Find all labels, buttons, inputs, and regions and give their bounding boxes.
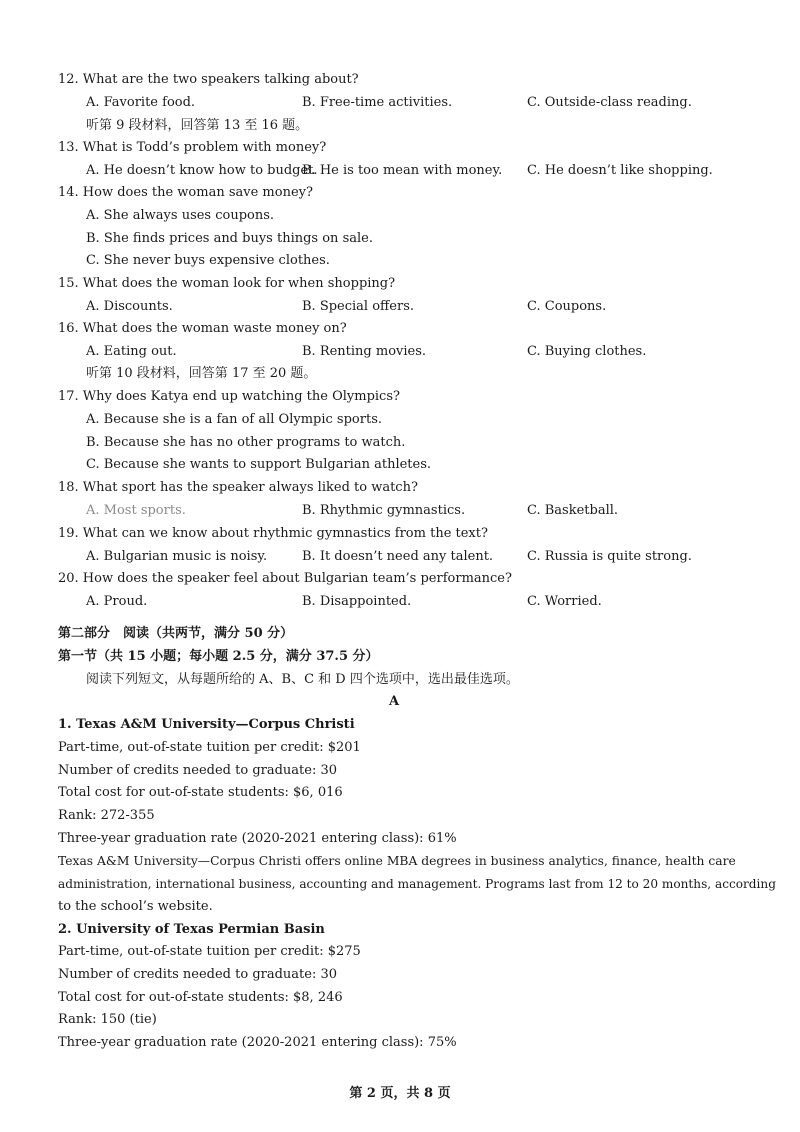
question-12-option-b: B. Free-time activities. xyxy=(302,95,453,110)
question-18-option-b: B. Rhythmic gymnastics. xyxy=(302,503,466,518)
school-2-credits: Number of credits needed to graduate: 30 xyxy=(58,967,338,982)
school-1-tuition: Part-time, out-of-state tuition per credit: $201 xyxy=(58,740,361,755)
question-13-stem: 13. What is Todd’s problem with money? xyxy=(58,140,327,155)
listening-instruction-10: 听第 10 段材料，回答第 17 至 20 题。 xyxy=(86,366,317,381)
question-19-stem: 19. What can we know about rhythmic gymnastics from the text? xyxy=(58,526,488,541)
question-17-option-b: B. Because she has no other programs to watch. xyxy=(86,435,406,450)
school-1-rank: Rank: 272-355 xyxy=(58,808,155,823)
question-15-option-a: A. Discounts. xyxy=(86,299,173,314)
question-20-option-b: B. Disappointed. xyxy=(302,594,412,609)
question-18-option-a: A. Most sports. xyxy=(86,503,186,518)
question-17-option-a: A. Because she is a fan of all Olympic sports. xyxy=(86,412,382,427)
question-14-stem: 14. How does the woman save money? xyxy=(58,185,313,200)
part-two-heading: 第二部分 阅读（共两节，满分 50 分） xyxy=(58,626,294,641)
question-16-option-c: C. Buying clothes. xyxy=(527,344,647,359)
question-14-option-b: B. She finds prices and buys things on sale. xyxy=(86,231,373,246)
question-16-option-b: B. Renting movies. xyxy=(302,344,427,359)
passage-label: A xyxy=(389,694,400,709)
page-footer: 第 2 页，共 8 页 xyxy=(349,1086,451,1101)
question-16-stem: 16. What does the woman waste money on? xyxy=(58,321,347,336)
question-12-stem: 12. What are the two speakers talking about? xyxy=(58,72,359,87)
question-14-option-a: A. She always uses coupons. xyxy=(86,208,275,223)
question-17-option-c: C. Because she wants to support Bulgarian athletes. xyxy=(86,457,432,472)
school-1-description-line-2: administration, international business, accounting and management. Programs last from 12 to 20 months, according xyxy=(58,877,776,891)
question-14-option-c: C. She never buys expensive clothes. xyxy=(86,253,330,268)
reading-instruction: 阅读下列短文，从每题所给的 A、B、C 和 D 四个选项中，选出最佳选项。 xyxy=(86,672,519,687)
school-2-graduation-rate: Three-year graduation rate (2020-2021 entering class): 75% xyxy=(58,1035,457,1050)
question-13-option-c: C. He doesn’t like shopping. xyxy=(527,163,713,178)
school-2-title: 2. University of Texas Permian Basin xyxy=(58,922,325,937)
school-1-title: 1. Texas A&M University—Corpus Christi xyxy=(58,717,355,732)
school-1-total-cost: Total cost for out-of-state students: $6, 016 xyxy=(58,785,343,800)
question-13-option-b: B. He is too mean with money. xyxy=(302,163,503,178)
question-19-option-a: A. Bulgarian music is noisy. xyxy=(86,549,268,564)
question-13-option-a: A. He doesn’t know how to budget. xyxy=(86,163,318,178)
section-one-heading: 第一节（共 15 小题；每小题 2.5 分，满分 37.5 分） xyxy=(58,649,379,664)
school-2-tuition: Part-time, out-of-state tuition per credit: $275 xyxy=(58,944,361,959)
question-20-option-c: C. Worried. xyxy=(527,594,602,609)
question-15-option-c: C. Coupons. xyxy=(527,299,607,314)
question-15-stem: 15. What does the woman look for when shopping? xyxy=(58,276,396,291)
school-2-rank: Rank: 150 (tie) xyxy=(58,1012,157,1027)
question-18-stem: 18. What sport has the speaker always liked to watch? xyxy=(58,480,418,495)
listening-instruction-9: 听第 9 段材料，回答第 13 至 16 题。 xyxy=(86,118,309,133)
school-1-description-line-3: to the school’s website. xyxy=(58,899,213,914)
question-12-option-a: A. Favorite food. xyxy=(86,95,196,110)
question-20-option-a: A. Proud. xyxy=(86,594,148,609)
question-12-option-c: C. Outside-class reading. xyxy=(527,95,692,110)
school-2-total-cost: Total cost for out-of-state students: $8, 246 xyxy=(58,990,343,1005)
question-20-stem: 20. How does the speaker feel about Bulgarian team’s performance? xyxy=(58,571,512,586)
question-15-option-b: B. Special offers. xyxy=(302,299,414,314)
question-19-option-c: C. Russia is quite strong. xyxy=(527,549,692,564)
school-1-graduation-rate: Three-year graduation rate (2020-2021 entering class): 61% xyxy=(58,831,457,846)
question-16-option-a: A. Eating out. xyxy=(86,344,177,359)
question-19-option-b: B. It doesn’t need any talent. xyxy=(302,549,494,564)
school-1-credits: Number of credits needed to graduate: 30 xyxy=(58,763,338,778)
question-18-option-c: C. Basketball. xyxy=(527,503,619,518)
question-17-stem: 17. Why does Katya end up watching the Olympics? xyxy=(58,389,400,404)
school-1-description-line-1: Texas A&M University—Corpus Christi offers online MBA degrees in business analytics, finance, health care xyxy=(58,854,736,868)
